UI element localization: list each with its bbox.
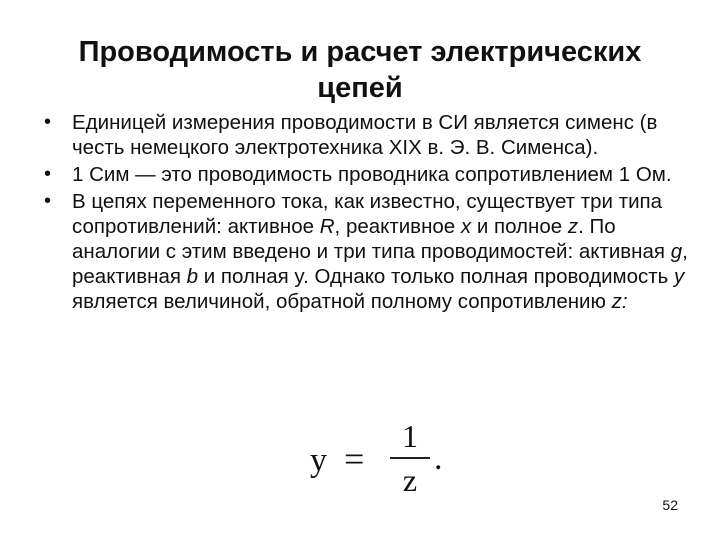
text-segment: является величиной, обратной полному сопротивлению [72, 290, 612, 313]
fraction-bar [390, 457, 430, 459]
symbol-z-colon: z: [611, 290, 628, 313]
title-line-1: Проводимость и расчет электрических [78, 36, 642, 68]
formula-denominator: z [402, 462, 418, 498]
bullet-text: 1 Сим — это проводимость проводника сопротивлением 1 Ом. [72, 163, 672, 186]
title-line-2: цепей [317, 72, 403, 104]
bullet-text: Единицей измерения проводимости в СИ является сименс (в честь немецкого электротехника XIX в. Э. В. Сименса). [72, 111, 658, 159]
symbol-y: y [674, 265, 685, 288]
text-segment: , реактивное [334, 215, 461, 238]
formula-fraction [390, 418, 430, 498]
bullet-marker: • [44, 111, 52, 133]
bullet-item [44, 189, 694, 314]
formula-equals: = [344, 439, 365, 479]
formula-lhs: y [310, 442, 327, 479]
text-segment: , реактивная [72, 240, 688, 288]
bullet-item [44, 110, 694, 160]
page-number: 52 [662, 497, 678, 513]
bullet-list [44, 110, 694, 316]
text-segment: . По аналогии с этим введено и три типа проводимостей: активная [72, 215, 671, 263]
bullet-item [44, 162, 694, 187]
formula-end: . [434, 440, 443, 477]
text-segment: и полное [471, 215, 568, 238]
symbol-x: x [460, 215, 472, 238]
slide-title [40, 34, 680, 106]
symbol-r: R [319, 215, 335, 238]
text-segment: и полная y. Однако только полная проводимость [198, 265, 675, 288]
symbol-z: z [567, 215, 579, 238]
symbol-g: g [670, 240, 683, 263]
text-segment: В цепях переменного тока, как известно, существует три типа сопротивлений: активное [72, 190, 663, 238]
formula [310, 418, 470, 504]
bullet-text [72, 190, 688, 313]
bullet-marker: • [44, 163, 52, 185]
formula-numerator: 1 [402, 418, 418, 454]
symbol-b: b [186, 265, 199, 288]
bullet-marker: • [44, 190, 52, 212]
